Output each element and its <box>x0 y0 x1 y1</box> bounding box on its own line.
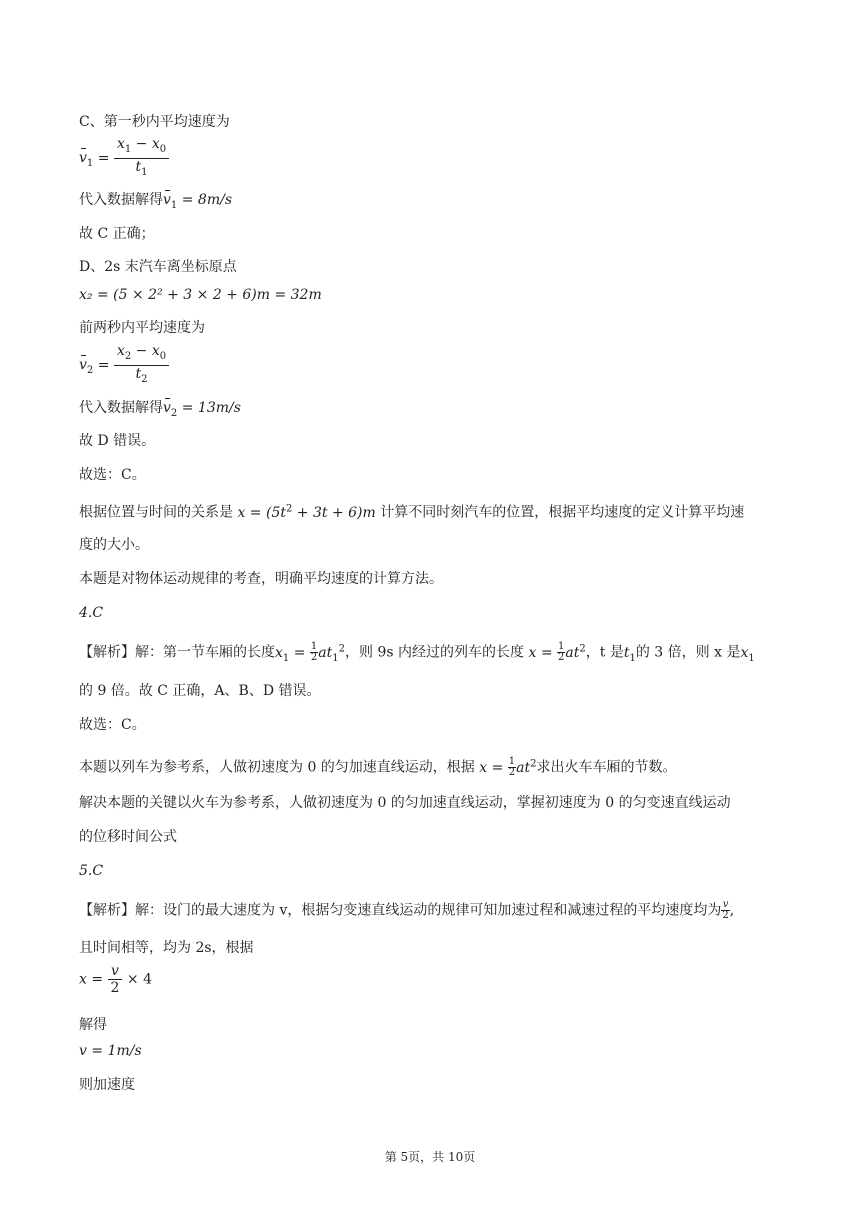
formula-v: v = 1m/s <box>79 1043 142 1059</box>
formula-x2: x₂ = (5 × 2² + 3 × 2 + 6)m = 32m <box>79 287 322 303</box>
text-line: 的位移时间公式 <box>79 829 177 845</box>
formula-x: x = $\frac{v}{2}$ × 4 <box>79 963 152 996</box>
page-footer: 第 5页，共 10页 <box>384 1150 476 1164</box>
text-line: 解得 <box>79 1017 107 1033</box>
answer-4: 4.C <box>79 605 104 621</box>
text-line: 解决本题的关键以火车为参考系，人做初速度为 0 的匀加速直线运动，掌握初速度为 0 的匀变速直线运动 <box>79 795 731 811</box>
text-line: 代入数据解得$v_1 = 8m/s$ <box>79 190 232 216</box>
text-line: 本题以列车为参考系，人做初速度为 0 的匀加速直线运动，根据 x = $\frac{1}{2}$ $at^2$求出火车车厢的节数。 <box>79 756 677 779</box>
text-line: 则加速度 <box>79 1077 135 1093</box>
text-line: 前两秒内平均速度为 <box>79 320 205 336</box>
text-line: 故选：C。 <box>79 467 146 483</box>
formula-avg-v1: $v_1$ = $\frac{x_1 - x_0}{t_1}$ <box>79 136 169 181</box>
text-line: 的 9 倍。故 C 正确，A、B、D 错误。 <box>79 683 321 699</box>
text-line: 【解析】解：设门的最大速度为 v，根据匀变速直线运动的规律可知加速过程和减速过程的平均速度均为 $\frac{v}{2}$ , <box>79 899 735 921</box>
text-line: 且时间相等，均为 2s，根据 <box>79 940 254 956</box>
text-line: D、2s 末汽车离坐标原点 <box>79 259 237 275</box>
text-line: 故 D 错误。 <box>79 433 156 449</box>
text-line: 根据位置与时间的关系是 $x = (5t^2 + 3t + 6)m$ 计算不同时刻汽车的位置，根据平均速度的定义计算平均速 <box>79 503 745 521</box>
answer-5: 5.C <box>79 863 104 879</box>
text-line: 代入数据解得$v_2 = 13m/s$ <box>79 398 241 424</box>
text-line: C、第一秒内平均速度为 <box>79 114 230 130</box>
formula-avg-v2: $v_2$ = $\frac{x_2 - x_0}{t_2}$ <box>79 343 169 388</box>
text-line: 度的大小。 <box>79 537 149 553</box>
text-line: 本题是对物体运动规律的考查，明确平均速度的计算方法。 <box>79 571 443 587</box>
text-line: 【解析】解：第一节车厢的长度$x_1$ = $\frac{1}{2}$ $at_1^2$，则 9s 内经过的列车的长度 x = $\frac{1}{2}$ $at^2$，t 是$t_1$的 3 倍，则 x 是$x_1$ <box>79 641 755 664</box>
text-line: 故 C 正确； <box>79 226 155 242</box>
text-line: 故选：C。 <box>79 717 146 733</box>
